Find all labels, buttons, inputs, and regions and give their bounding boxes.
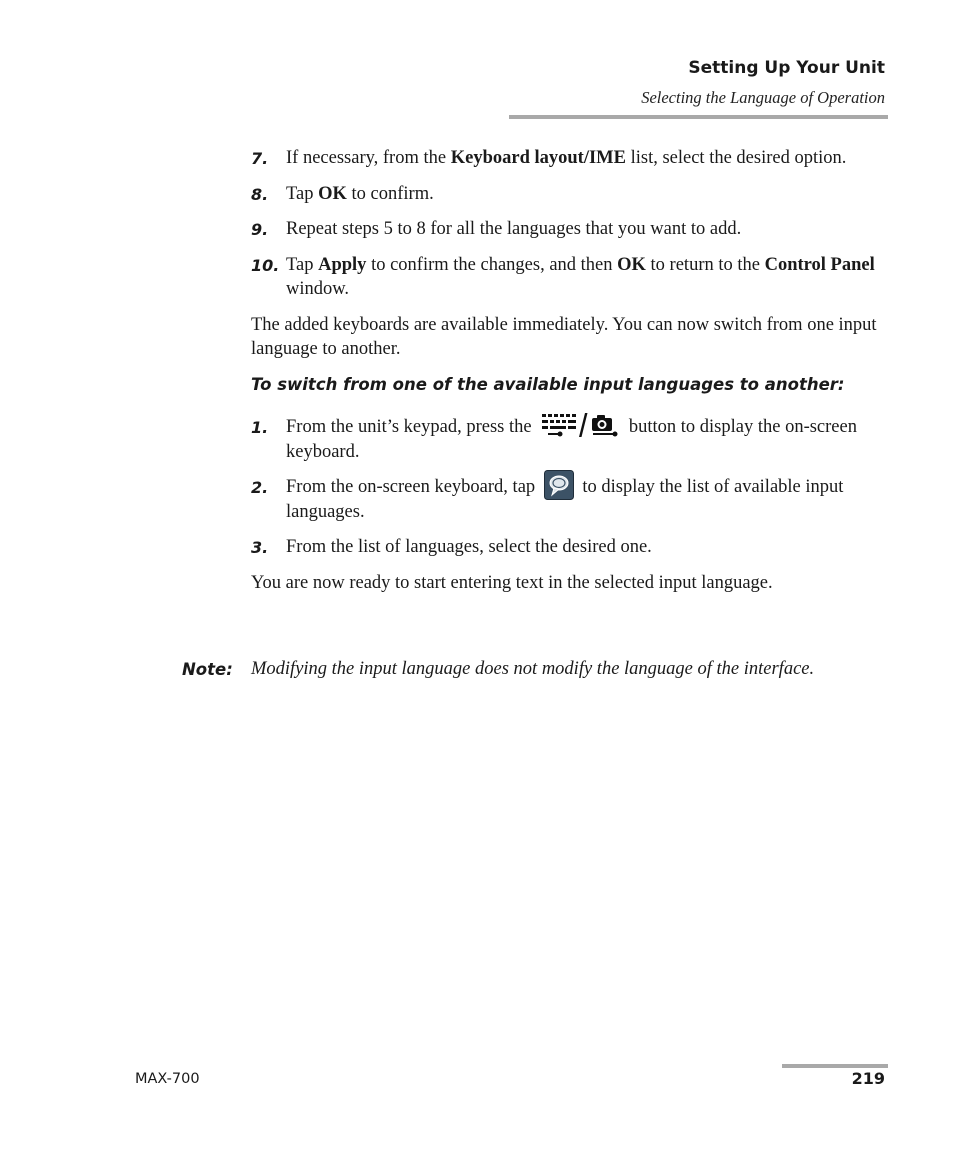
note-block: [182, 657, 882, 682]
step-text: to confirm.: [346, 183, 434, 204]
header-rule: [509, 115, 888, 119]
ui-term-control-panel: Control Panel: [764, 254, 875, 275]
procedure-heading: To switch from one of the available input languages to another:: [251, 374, 845, 394]
step-text: to confirm the changes, and then: [366, 254, 618, 275]
main-content: [251, 146, 891, 606]
step-8: [251, 182, 891, 207]
product-name: MAX-700: [135, 1071, 200, 1087]
step-7: [251, 146, 891, 171]
step-number: 3.: [251, 538, 269, 558]
step-text: Tap: [286, 254, 319, 275]
step-number: 2.: [251, 478, 269, 497]
step-text: From the list of languages, select the desired one.: [286, 537, 652, 558]
language-bubble-icon: [544, 470, 574, 500]
ui-term-ok: OK: [318, 183, 347, 204]
step-number: 1.: [251, 418, 269, 437]
step-2: [251, 475, 891, 524]
step-3: [251, 535, 891, 560]
step-text: From the unit’s keypad, press the: [286, 417, 537, 437]
paragraph-added-keyboards: The added keyboards are available immediately. You can now switch from one input language to another.: [251, 314, 877, 359]
step-text: Tap: [286, 183, 319, 204]
section-subtitle: Selecting the Language of Operation: [641, 88, 885, 107]
step-text: list, select the desired option.: [625, 148, 847, 168]
step-number: 8.: [251, 184, 269, 204]
step-9: [251, 217, 891, 242]
step-text: to display the list of available input languages.: [286, 477, 844, 522]
step-text: From the on-screen keyboard, tap: [286, 477, 540, 497]
ui-term-ok: OK: [617, 254, 646, 275]
step-text: window.: [286, 279, 350, 299]
step-number: 10.: [251, 255, 280, 275]
step-text: to return to the: [645, 254, 765, 275]
step-number: 9.: [251, 220, 269, 239]
step-text: If necessary, from the: [286, 148, 451, 168]
page-number: 219: [851, 1069, 885, 1088]
step-text: button to display the on-screen keyboard.: [286, 417, 857, 462]
ui-term-apply: Apply: [318, 254, 367, 275]
paragraph-ready: You are now ready to start entering text in the selected input language.: [251, 572, 773, 593]
step-number: 7.: [251, 149, 269, 168]
keyboard-camera-icon: [540, 411, 620, 439]
chapter-title: Setting Up Your Unit: [688, 58, 885, 78]
step-1: [251, 415, 891, 464]
step-10: [251, 253, 891, 302]
note-text: Modifying the input language does not modify the language of the interface.: [251, 659, 815, 679]
ui-term-keyboard-layout: Keyboard layout/IME: [450, 148, 626, 168]
note-label: Note:: [182, 660, 233, 679]
footer-rule: [782, 1064, 888, 1068]
step-text: Repeat steps 5 to 8 for all the languages that you want to add.: [286, 219, 742, 239]
